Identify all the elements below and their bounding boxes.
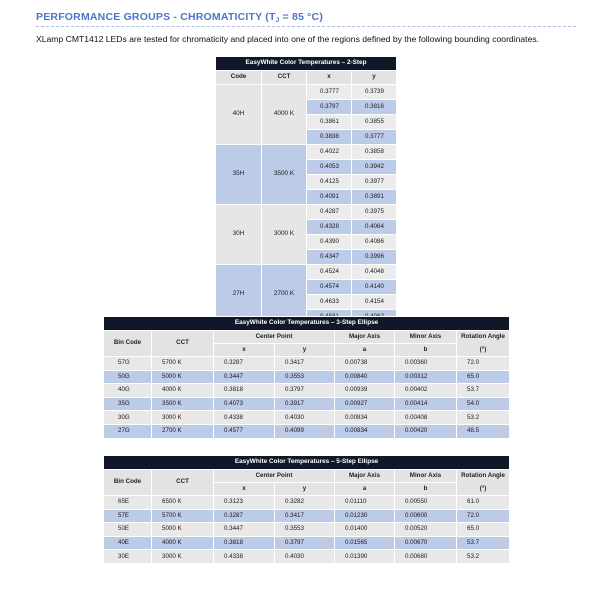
- cct-cell: 3500 K: [262, 145, 307, 205]
- three-step-ellipse-table: [103, 316, 510, 439]
- column-header-y: y: [275, 344, 335, 357]
- cct-cell: 3000 K: [152, 550, 214, 564]
- y-value-cell: 0.4086: [352, 235, 397, 250]
- x-value-cell: 0.4524: [307, 265, 352, 280]
- bin-code-cell: 57E: [104, 509, 152, 523]
- center-x-cell: 0.4073: [214, 397, 275, 411]
- major-axis-cell: 0.01390: [335, 550, 395, 564]
- column-header-rotation-angle: [457, 331, 510, 357]
- cct-cell: 4000 K: [262, 85, 307, 145]
- y-value-cell: 0.3739: [352, 85, 397, 100]
- column-header-x: x: [214, 483, 275, 496]
- bin-code-cell: 50E: [104, 523, 152, 537]
- x-value-cell: 0.4328: [307, 220, 352, 235]
- bin-code-cell: 35G: [104, 397, 152, 411]
- bin-code-cell: 40G: [104, 384, 152, 398]
- cct-cell: 4000 K: [152, 536, 214, 550]
- bin-code-cell: 50G: [104, 370, 152, 384]
- center-y-cell: 0.3553: [275, 523, 335, 537]
- column-header-bin-code: Bin Code: [104, 331, 152, 357]
- minor-axis-cell: 0.00360: [395, 357, 457, 371]
- table-row: [104, 536, 510, 550]
- major-axis-cell: 0.00738: [335, 357, 395, 371]
- column-header-bin-code: Bin Code: [104, 470, 152, 496]
- five-step-ellipse-table: [103, 455, 510, 564]
- x-value-cell: 0.3838: [307, 130, 352, 145]
- cct-cell: 6500 K: [152, 496, 214, 510]
- table-row: [216, 85, 397, 100]
- center-x-cell: 0.3447: [214, 523, 275, 537]
- minor-axis-cell: 0.00680: [395, 550, 457, 564]
- table-row: [104, 523, 510, 537]
- bin-code-cell: 30E: [104, 550, 152, 564]
- bin-code-cell: 27H: [216, 265, 262, 325]
- cct-cell: 3500 K: [152, 397, 214, 411]
- cct-cell: 5700 K: [152, 509, 214, 523]
- two-step-table: [215, 56, 397, 325]
- y-value-cell: 0.3891: [352, 190, 397, 205]
- y-value-cell: 0.3777: [352, 130, 397, 145]
- column-header-minor-axis: Minor Axis: [395, 331, 457, 344]
- major-axis-cell: 0.01565: [335, 536, 395, 550]
- intro-paragraph: XLamp CMT1412 LEDs are tested for chromaticity and placed into one of the regions defined by the following bounding coordinates.: [36, 34, 540, 44]
- column-header-cct: CCT: [152, 470, 214, 496]
- rotation-angle-label: Rotation Angle: [461, 472, 505, 480]
- x-value-cell: 0.3861: [307, 115, 352, 130]
- column-header-rotation-angle: [457, 470, 510, 496]
- bin-code-cell: 30G: [104, 411, 152, 425]
- table-row: [104, 550, 510, 564]
- column-header-code: Code: [216, 71, 262, 85]
- section-title-prefix: PERFORMANCE GROUPS - CHROMATICITY (T: [36, 11, 276, 23]
- minor-axis-cell: 0.00600: [395, 509, 457, 523]
- bin-code-cell: 65E: [104, 496, 152, 510]
- major-axis-cell: 0.00927: [335, 397, 395, 411]
- cct-cell: 2700 K: [262, 265, 307, 325]
- section-title: [36, 11, 323, 24]
- table-row: [216, 205, 397, 220]
- y-value-cell: 0.4064: [352, 220, 397, 235]
- major-axis-cell: 0.00834: [335, 424, 395, 438]
- table-row: [104, 411, 510, 425]
- rotation-angle-cell: 72.0: [457, 509, 510, 523]
- column-header-a: a: [335, 483, 395, 496]
- center-y-cell: 0.3553: [275, 370, 335, 384]
- minor-axis-cell: 0.00420: [395, 424, 457, 438]
- bin-code-cell: 40H: [216, 85, 262, 145]
- table-row: [104, 384, 510, 398]
- center-x-cell: 0.3447: [214, 370, 275, 384]
- three-step-table-body: [104, 357, 510, 439]
- rotation-angle-cell: 53.7: [457, 384, 510, 398]
- center-y-cell: 0.3797: [275, 536, 335, 550]
- rotation-angle-unit: (°): [479, 345, 487, 353]
- table-row: [104, 496, 510, 510]
- title-divider: [36, 26, 576, 27]
- table-row: [104, 357, 510, 371]
- center-x-cell: 0.3287: [214, 357, 275, 371]
- center-y-cell: 0.3917: [275, 397, 335, 411]
- rotation-angle-cell: 53.2: [457, 411, 510, 425]
- table-row: [104, 397, 510, 411]
- rotation-angle-cell: 48.5: [457, 424, 510, 438]
- bin-code-cell: 40E: [104, 536, 152, 550]
- two-step-table-title: EasyWhite Color Temperatures – 2-Step: [216, 57, 397, 71]
- y-value-cell: 0.4048: [352, 265, 397, 280]
- rotation-angle-cell: 72.0: [457, 357, 510, 371]
- major-axis-cell: 0.00840: [335, 370, 395, 384]
- x-value-cell: 0.4347: [307, 250, 352, 265]
- center-x-cell: 0.4338: [214, 550, 275, 564]
- section-title-suffix: = 85 °C): [279, 11, 324, 23]
- y-value-cell: 0.3855: [352, 115, 397, 130]
- table-row: [104, 509, 510, 523]
- three-step-table-title: EasyWhite Color Temperatures – 3-Step Ellipse: [104, 317, 510, 331]
- table-row: [216, 145, 397, 160]
- y-value-cell: 0.3858: [352, 145, 397, 160]
- column-header-major-axis: Major Axis: [335, 331, 395, 344]
- column-header-y: y: [275, 483, 335, 496]
- center-y-cell: 0.4030: [275, 411, 335, 425]
- y-value-cell: 0.3942: [352, 160, 397, 175]
- center-x-cell: 0.3123: [214, 496, 275, 510]
- five-step-table-title: EasyWhite Color Temperatures – 5-Step Ellipse: [104, 456, 510, 470]
- x-value-cell: 0.3797: [307, 100, 352, 115]
- rotation-angle-cell: 61.0: [457, 496, 510, 510]
- x-value-cell: 0.4574: [307, 280, 352, 295]
- major-axis-cell: 0.00834: [335, 411, 395, 425]
- cct-cell: 2700 K: [152, 424, 214, 438]
- rotation-angle-unit: (°): [479, 484, 487, 492]
- bin-code-cell: 57G: [104, 357, 152, 371]
- cct-cell: 5000 K: [152, 523, 214, 537]
- cct-cell: 5000 K: [152, 370, 214, 384]
- cct-cell: 3000 K: [152, 411, 214, 425]
- column-header-b: b: [395, 344, 457, 357]
- y-value-cell: 0.4154: [352, 295, 397, 310]
- bin-code-cell: 35H: [216, 145, 262, 205]
- cct-cell: 4000 K: [152, 384, 214, 398]
- column-header-y: y: [352, 71, 397, 85]
- minor-axis-cell: 0.00402: [395, 384, 457, 398]
- center-y-cell: 0.3282: [275, 496, 335, 510]
- x-value-cell: 0.4633: [307, 295, 352, 310]
- column-header-cct: CCT: [152, 331, 214, 357]
- column-header-x: x: [214, 344, 275, 357]
- column-header-center-point: Center Point: [214, 331, 335, 344]
- cct-cell: 3000 K: [262, 205, 307, 265]
- table-row: [104, 370, 510, 384]
- bin-code-cell: 30H: [216, 205, 262, 265]
- center-x-cell: 0.3287: [214, 509, 275, 523]
- rotation-angle-cell: 54.0: [457, 397, 510, 411]
- rotation-angle-cell: 53.7: [457, 536, 510, 550]
- table-row: [104, 424, 510, 438]
- two-step-table-body: [216, 85, 397, 325]
- minor-axis-cell: 0.00550: [395, 496, 457, 510]
- column-header-b: b: [395, 483, 457, 496]
- x-value-cell: 0.4125: [307, 175, 352, 190]
- x-value-cell: 0.4053: [307, 160, 352, 175]
- center-y-cell: 0.3797: [275, 384, 335, 398]
- center-y-cell: 0.3417: [275, 357, 335, 371]
- column-header-x: x: [307, 71, 352, 85]
- major-axis-cell: 0.01400: [335, 523, 395, 537]
- column-header-a: a: [335, 344, 395, 357]
- center-y-cell: 0.3417: [275, 509, 335, 523]
- bin-code-cell: 27G: [104, 424, 152, 438]
- x-value-cell: 0.3777: [307, 85, 352, 100]
- major-axis-cell: 0.00939: [335, 384, 395, 398]
- rotation-angle-cell: 65.0: [457, 523, 510, 537]
- section-title-subscript: J: [275, 17, 280, 24]
- cct-cell: 5700 K: [152, 357, 214, 371]
- minor-axis-cell: 0.00312: [395, 370, 457, 384]
- column-header-minor-axis: Minor Axis: [395, 470, 457, 483]
- x-value-cell: 0.4390: [307, 235, 352, 250]
- x-value-cell: 0.4022: [307, 145, 352, 160]
- rotation-angle-cell: 65.0: [457, 370, 510, 384]
- rotation-angle-cell: 53.2: [457, 550, 510, 564]
- rotation-angle-label: Rotation Angle: [461, 333, 505, 341]
- y-value-cell: 0.3996: [352, 250, 397, 265]
- center-x-cell: 0.3818: [214, 536, 275, 550]
- center-x-cell: 0.3818: [214, 384, 275, 398]
- y-value-cell: 0.3816: [352, 100, 397, 115]
- center-x-cell: 0.4338: [214, 411, 275, 425]
- major-axis-cell: 0.01110: [335, 496, 395, 510]
- minor-axis-cell: 0.00670: [395, 536, 457, 550]
- center-y-cell: 0.4030: [275, 550, 335, 564]
- minor-axis-cell: 0.00520: [395, 523, 457, 537]
- column-header-major-axis: Major Axis: [335, 470, 395, 483]
- y-value-cell: 0.4140: [352, 280, 397, 295]
- center-x-cell: 0.4577: [214, 424, 275, 438]
- table-row: [216, 265, 397, 280]
- center-y-cell: 0.4099: [275, 424, 335, 438]
- y-value-cell: 0.3975: [352, 205, 397, 220]
- y-value-cell: 0.3977: [352, 175, 397, 190]
- five-step-table-body: [104, 496, 510, 564]
- column-header-center-point: Center Point: [214, 470, 335, 483]
- minor-axis-cell: 0.00408: [395, 411, 457, 425]
- x-value-cell: 0.4287: [307, 205, 352, 220]
- column-header-cct: CCT: [262, 71, 307, 85]
- x-value-cell: 0.4091: [307, 190, 352, 205]
- major-axis-cell: 0.01230: [335, 509, 395, 523]
- minor-axis-cell: 0.00414: [395, 397, 457, 411]
